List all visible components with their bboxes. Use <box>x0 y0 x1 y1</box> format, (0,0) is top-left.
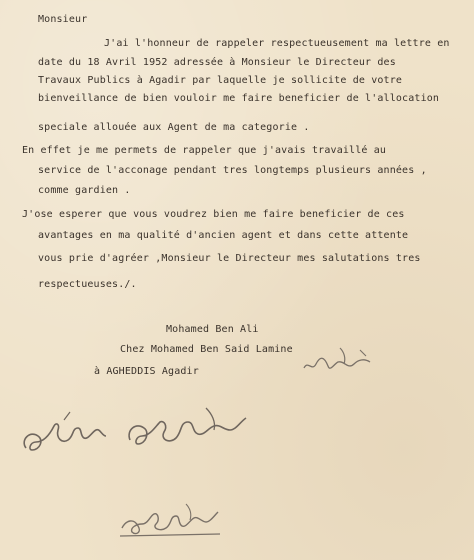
sender-name: Mohamed Ben Ali <box>166 324 259 335</box>
body-line: respectueuses./. <box>38 279 137 290</box>
body-line: Travaux Publics à Agadir par laquelle je sollicite de votre <box>38 75 403 86</box>
body-line: speciale allouée aux Agent de ma categorie . <box>38 122 310 133</box>
sender-care-of: Chez Mohamed Ben Said Lamine <box>120 344 293 355</box>
body-line: vous prie d'agréer ,Monsieur le Directeur mes salutations tres <box>38 253 421 264</box>
body-line: J'ose esperer que vous voudrez bien me faire beneficier de ces <box>22 209 405 220</box>
body-line: J'ai l'honneur de rappeler respectueusement ma lettre en <box>104 38 450 49</box>
handwritten-signature-small <box>116 498 226 548</box>
body-line: bienveillance de bien vouloir me faire beneficier de l'allocation <box>38 93 440 104</box>
body-line: service de l'acconage pendant tres longtemps plusieurs années , <box>38 165 427 176</box>
body-line: avantages en ma qualité d'ancien agent et dans cette attente <box>38 230 409 241</box>
sender-place: à AGHEDDIS Agadir <box>94 366 199 377</box>
handwritten-signature-mirrored <box>10 400 260 470</box>
body-line: En effet je me permets de rappeler que j'avais travaillé au <box>22 145 387 156</box>
handwritten-mark <box>300 342 380 382</box>
salutation: Monsieur <box>38 14 88 25</box>
body-line: comme gardien . <box>38 185 131 196</box>
body-line: date du 18 Avril 1952 adressée à Monsieur le Directeur des <box>38 57 396 68</box>
